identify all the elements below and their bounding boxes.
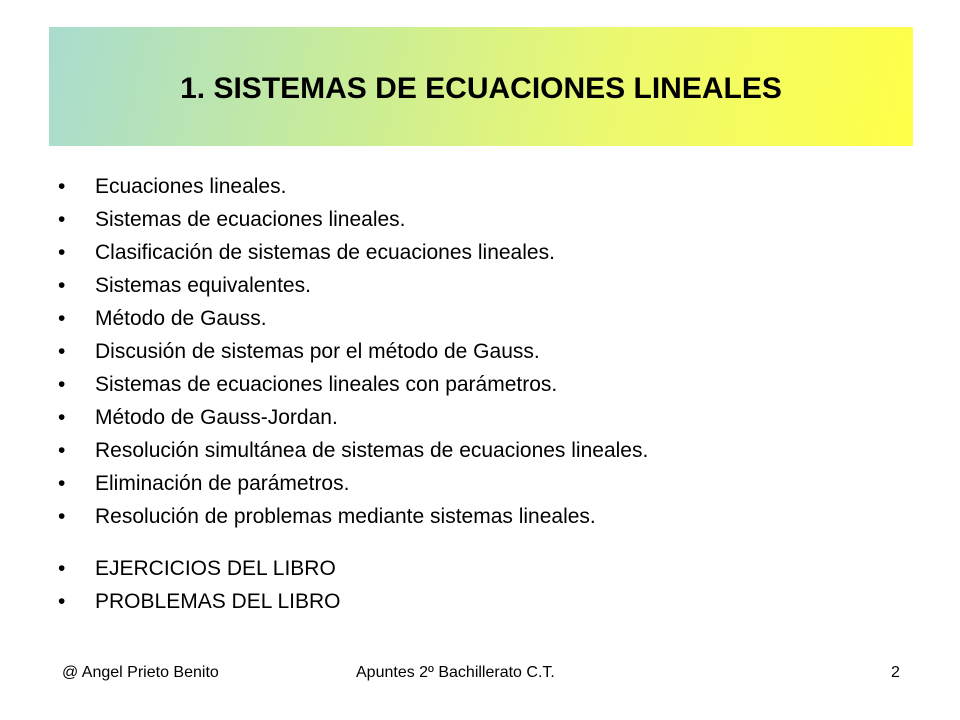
topic-text: Método de Gauss. — [95, 307, 267, 330]
topic-text: Ecuaciones lineales. — [95, 175, 287, 198]
list-spacer — [58, 533, 918, 552]
bullet-icon: • — [58, 406, 66, 429]
bullet-icon: • — [58, 241, 66, 264]
topic-item — [58, 401, 918, 434]
bullet-icon: • — [58, 439, 66, 462]
extra-item — [58, 585, 918, 618]
topic-text: Discusión de sistemas por el método de Gauss. — [95, 340, 540, 363]
topic-item — [58, 434, 918, 467]
topic-item — [58, 170, 918, 203]
bullet-icon: • — [58, 307, 66, 330]
bullet-icon: • — [58, 208, 66, 231]
footer-course: Apuntes 2º Bachillerato C.T. — [356, 664, 555, 681]
topic-item — [58, 368, 918, 401]
bullet-icon: • — [58, 340, 66, 363]
footer-page-number: 2 — [891, 664, 900, 681]
topic-text: Sistemas de ecuaciones lineales con parámetros. — [95, 373, 558, 396]
bullet-icon: • — [58, 505, 66, 528]
topic-item — [58, 467, 918, 500]
extra-text: PROBLEMAS DEL LIBRO — [95, 590, 341, 613]
bullet-icon: • — [58, 472, 66, 495]
extra-text: EJERCICIOS DEL LIBRO — [95, 557, 336, 580]
title-banner — [49, 27, 913, 146]
topic-text: Sistemas equivalentes. — [95, 274, 311, 297]
slide-title: 1. SISTEMAS DE ECUACIONES LINEALES — [180, 71, 782, 105]
topic-item — [58, 203, 918, 236]
topic-text: Resolución simultánea de sistemas de ecuaciones lineales. — [95, 439, 649, 462]
footer-author: @ Angel Prieto Benito — [62, 664, 219, 681]
topic-text: Resolución de problemas mediante sistemas lineales. — [95, 505, 596, 528]
topic-item — [58, 500, 918, 533]
topic-list — [58, 170, 918, 618]
bullet-icon: • — [58, 373, 66, 396]
bullet-icon: • — [58, 274, 66, 297]
topic-text: Sistemas de ecuaciones lineales. — [95, 208, 406, 231]
topic-item — [58, 302, 918, 335]
bullet-icon: • — [58, 557, 66, 580]
topic-item — [58, 335, 918, 368]
extra-item — [58, 552, 918, 585]
topic-text: Eliminación de parámetros. — [95, 472, 350, 495]
topic-text: Clasificación de sistemas de ecuaciones lineales. — [95, 241, 555, 264]
topic-item — [58, 269, 918, 302]
bullet-icon: • — [58, 590, 66, 613]
topic-item — [58, 236, 918, 269]
topic-text: Método de Gauss-Jordan. — [95, 406, 338, 429]
bullet-icon: • — [58, 175, 66, 198]
